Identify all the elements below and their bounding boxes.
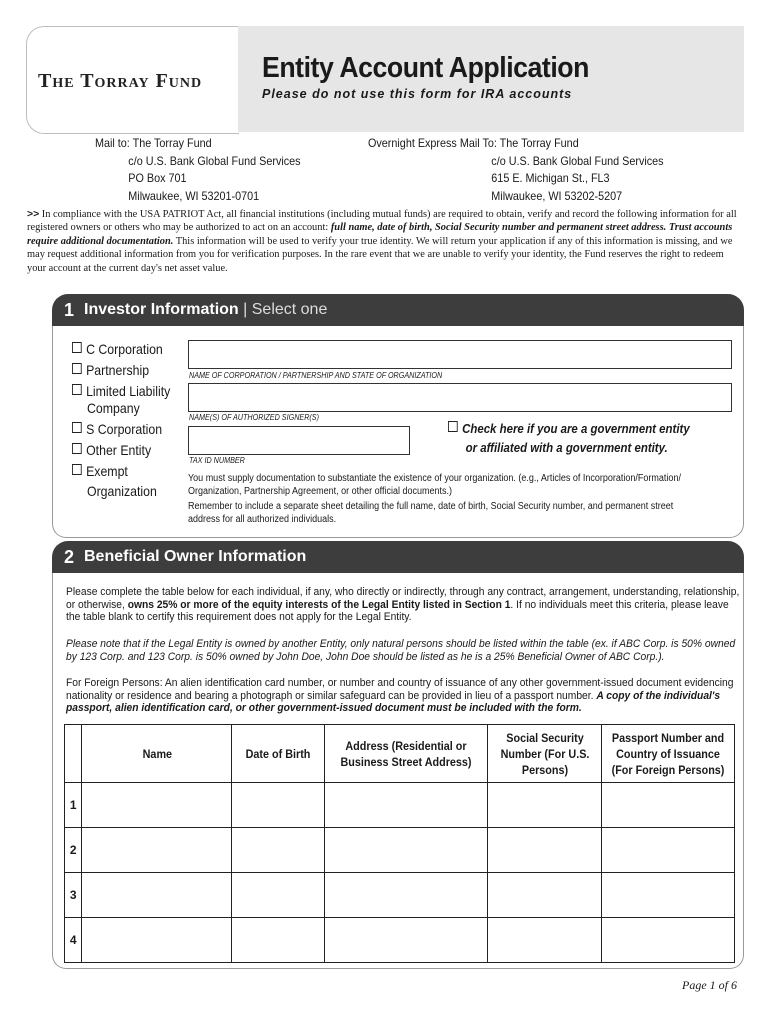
passport-cell[interactable] (602, 918, 735, 963)
checkbox[interactable] (72, 363, 82, 374)
passport-cell[interactable] (602, 828, 735, 873)
table-header-row (65, 725, 735, 783)
header-name (82, 725, 232, 783)
overnight-line: Overnight Express Mail To: The Torray Fund (368, 136, 579, 150)
name-cell[interactable] (82, 918, 232, 963)
checkbox[interactable] (448, 421, 458, 432)
option-label: Limited Liability (86, 383, 171, 399)
option-partnership[interactable] (72, 362, 149, 378)
section-1-subtitle: | Select one (243, 301, 328, 318)
notice-text: In compliance with the USA PATRIOT Act, all financial institutions (including mutual funds) are required to obtain, verify and record the following information for all registered owners or others who may be authorized to act on an account: (27, 209, 737, 234)
checkbox[interactable] (72, 464, 82, 475)
legal-entity-note: Please note that if the Legal Entity is owned by another Entity, only natural persons should be listed within the table (ex. if ABC Corp. is 50% owned by 123 Corp. and 123 Corp. is 50% owned by John Doe, John Doe should be listed as he is a 25% Beneficial Owner of ABC Corp.). (66, 638, 736, 663)
dob-cell[interactable] (232, 783, 325, 828)
address-cell[interactable] (325, 783, 488, 828)
option-label: Partnership (86, 362, 150, 378)
table-header-blank (65, 725, 82, 783)
notice-text-2: This information will be used to verify your true identity. We will return your application if any of this information is missing, and we may request additional information from you for verification purposes. In the rare event that we are unable to verify your identity, the Fund reserves the right to redeem your account at the current day's net asset value. (27, 235, 733, 274)
beneficial-owner-table (64, 724, 735, 963)
checkbox[interactable] (72, 384, 82, 395)
row-number: 1 (65, 783, 82, 828)
overnight-line: c/o U.S. Bank Global Fund Services (491, 153, 664, 168)
tax-id-label: TAX ID NUMBER (189, 456, 245, 465)
notice-bold: full name, date of birth, Social Security number and permanent street address. Trust accounts require additional documentation. (27, 222, 733, 247)
form-subtitle: Please do not use this form for IRA accounts (262, 87, 573, 101)
option-label: C Corporation (86, 341, 163, 357)
corporation-name-input[interactable] (188, 340, 732, 369)
ssn-cell[interactable] (488, 873, 602, 918)
row-number: 4 (65, 918, 82, 963)
mail-address (95, 135, 301, 205)
corporation-name-label: NAME OF CORPORATION / PARTNERSHIP AND STATE OF ORGANIZATION (189, 371, 443, 380)
option-exempt[interactable] (72, 463, 128, 479)
government-entity-checkbox[interactable] (448, 420, 690, 457)
form-title: Entity Account Application (262, 52, 589, 84)
table-row (65, 828, 735, 873)
authorized-signers-label: NAME(S) OF AUTHORIZED SIGNER(S) (189, 413, 320, 422)
option-s-corporation[interactable] (72, 421, 162, 437)
dob-cell[interactable] (232, 873, 325, 918)
header-ssn (488, 725, 602, 783)
checkbox[interactable] (72, 422, 82, 433)
instructions-bold: owns 25% or more of the equity interests of the Legal Entity listed in Section 1 (127, 598, 511, 611)
address-cell[interactable] (325, 873, 488, 918)
mail-line: PO Box 701 (128, 171, 187, 185)
option-llc[interactable] (72, 383, 170, 399)
table-row (65, 783, 735, 828)
option-other-entity[interactable] (72, 442, 151, 458)
checkbox[interactable] (72, 443, 82, 454)
instructions-text: Please complete the table below for each individual, if any, who directly or indirectly, through any contract, arrangement, understanding, relationship, or otherwise, (66, 586, 740, 611)
table-row (65, 918, 735, 963)
passport-cell[interactable] (602, 873, 735, 918)
header-text: Address (Residential or Business Street Address) (340, 738, 472, 769)
dob-cell[interactable] (232, 828, 325, 873)
section-2-number: 2 (64, 547, 75, 567)
mail-line: Milwaukee, WI 53201-0701 (128, 188, 260, 203)
gov-line-1 (448, 420, 690, 439)
section-2-title: Beneficial Owner Information (84, 548, 307, 565)
page-number: Page 1 of 6 (682, 978, 737, 992)
foreign-text: For Foreign Persons: An alien identification card number, or number and country of issuance of any other government-issued document evidencing nationality or residence and bearing a photograph or similar safeguard can be provided in lieu of a passport number. (66, 677, 734, 702)
row-number: 3 (65, 873, 82, 918)
passport-cell[interactable] (602, 783, 735, 828)
mail-line: Mail to: The Torray Fund (95, 136, 212, 150)
remember-note: Remember to include a separate sheet detailing the full name, date of birth, Social Security number, and permanent street address for all authorized individuals. (188, 501, 674, 526)
header-passport (602, 725, 735, 783)
header-text: Name (142, 746, 172, 761)
ssn-cell[interactable] (488, 783, 602, 828)
address-cell[interactable] (325, 918, 488, 963)
tax-id-input[interactable] (188, 426, 410, 455)
header-text: Date of Birth (245, 746, 311, 761)
instructions-text-2: . If no individuals meet this criteria, please leave the table blank to certify this requirement does not apply for the Legal Entity. (66, 598, 729, 624)
torray-fund-logo: The Torray Fund (38, 70, 203, 92)
section-1-title: Investor Information (84, 301, 239, 318)
ssn-cell[interactable] (488, 918, 602, 963)
option-label: Exempt (86, 463, 128, 479)
option-label: Other Entity (86, 442, 152, 458)
gov-text: Check here if you are a government entity (462, 421, 690, 436)
option-llc-line-2: Company (87, 400, 140, 416)
gov-line-2: or affiliated with a government entity. (465, 439, 668, 455)
dob-cell[interactable] (232, 918, 325, 963)
name-cell[interactable] (82, 783, 232, 828)
option-exempt-line-2: Organization (87, 483, 157, 499)
option-label: S Corporation (86, 421, 163, 437)
header-address (325, 725, 488, 783)
foreign-persons-note (66, 677, 739, 715)
checkbox[interactable] (72, 342, 82, 353)
overnight-line: Milwaukee, WI 53202-5207 (491, 188, 623, 203)
notice-marker: >> (27, 209, 40, 220)
beneficial-owner-instructions (66, 586, 739, 624)
section-1-number: 1 (64, 300, 75, 320)
section-1-title-wrap (84, 301, 327, 319)
ssn-cell[interactable] (488, 828, 602, 873)
header-text: Social Security Number (For U.S. Persons) (500, 730, 590, 777)
header-text: Passport Number and Country of Issuance (For Foreign Persons) (611, 730, 725, 777)
header-dob (232, 725, 325, 783)
option-c-corporation[interactable] (72, 341, 163, 357)
overnight-address (368, 135, 664, 205)
table-row (65, 873, 735, 918)
documentation-note: You must supply documentation to substantiate the existence of your organization. (e.g., Articles of Incorporation/Formation/ Organization, Partnership Agreement, or other official documents.) (188, 473, 681, 498)
name-cell[interactable] (82, 873, 232, 918)
row-number: 2 (65, 828, 82, 873)
mail-line: c/o U.S. Bank Global Fund Services (128, 153, 301, 168)
patriot-act-notice (27, 208, 743, 275)
overnight-line: 615 E. Michigan St., FL3 (491, 171, 610, 185)
authorized-signers-input[interactable] (188, 383, 732, 412)
name-cell[interactable] (82, 828, 232, 873)
foreign-bold: A copy of the individual's passport, alien identification card, or other government-issued document must be included with the form. (66, 689, 721, 715)
address-cell[interactable] (325, 828, 488, 873)
